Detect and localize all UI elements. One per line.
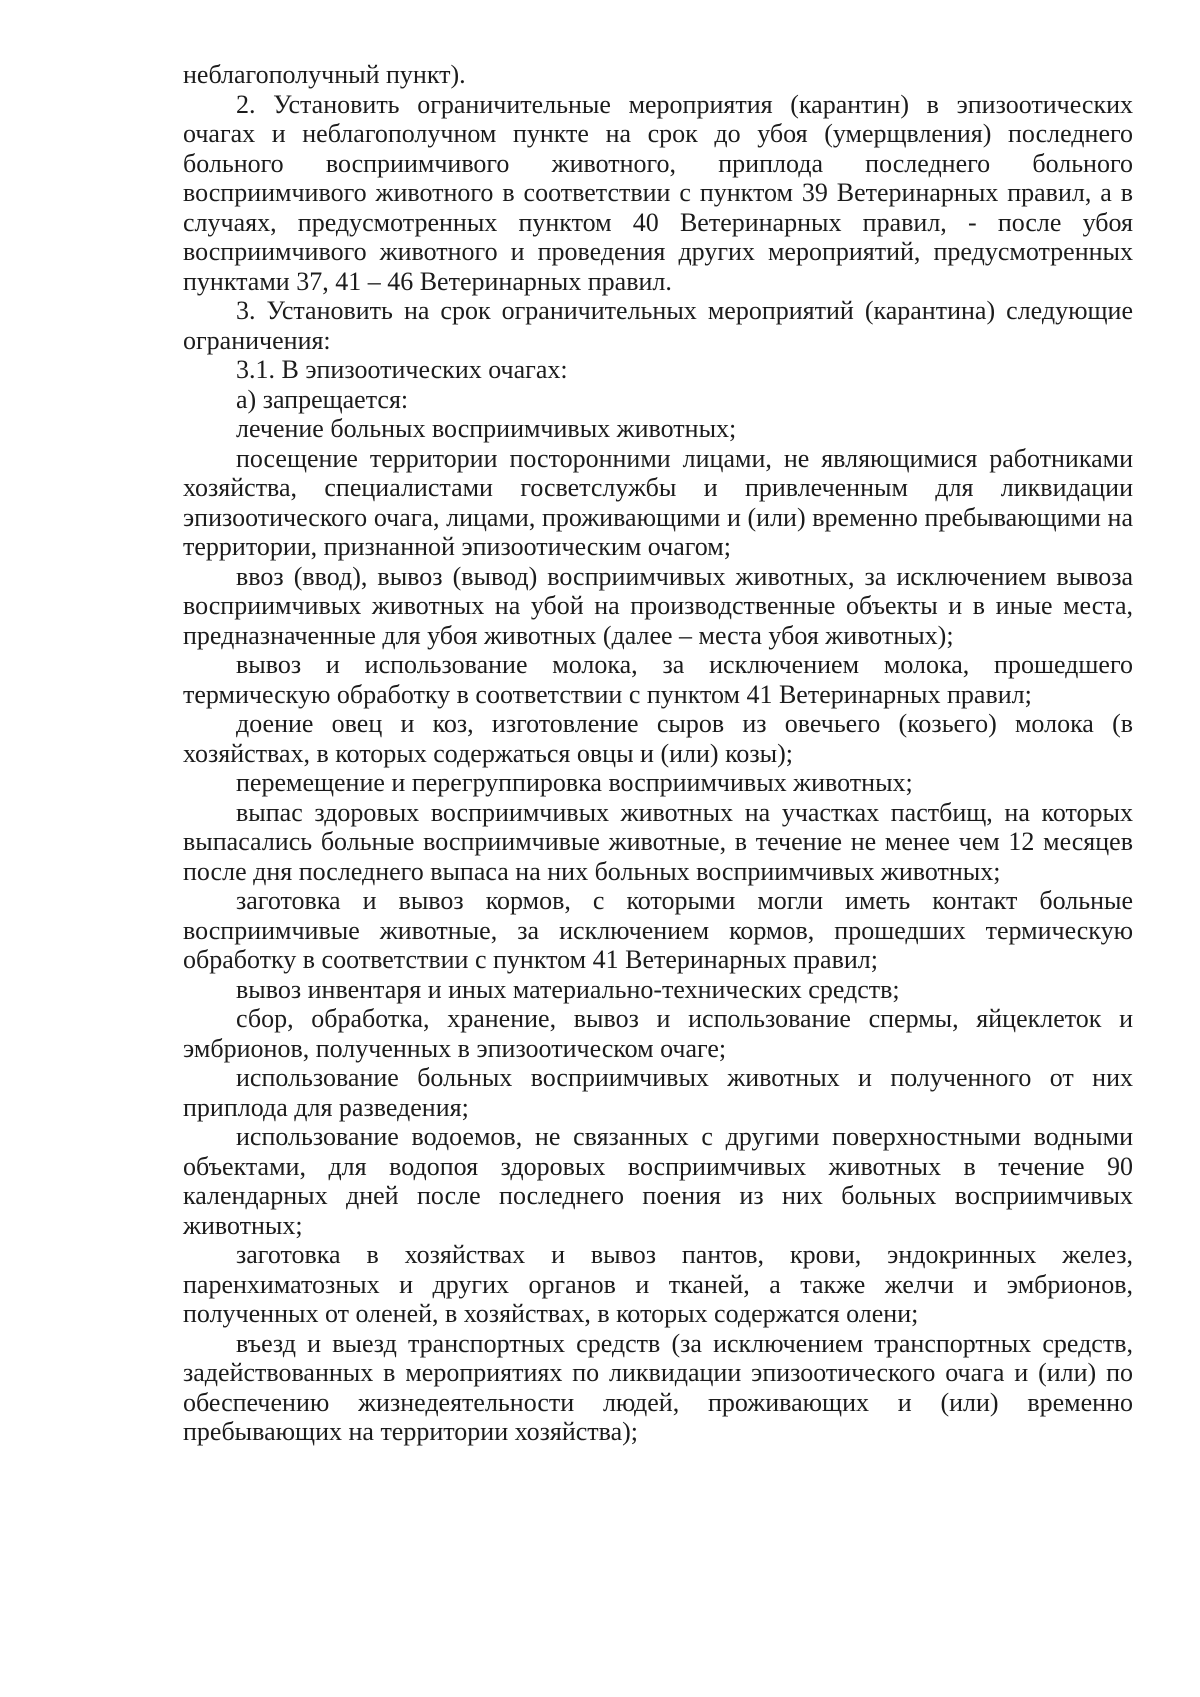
restriction-item: лечение больных восприимчивых животных; (236, 414, 737, 443)
restriction-item: заготовка в хозяйствах и вывоз пантов, крови, эндокринных желез, паренхиматозных и других органов и тканей, а также желчи и эмбрионов, полученных от оленей, в хозяйствах, в которых содержатся олени; (183, 1240, 1133, 1328)
paragraph-continuation: неблагополучный пункт). (183, 60, 466, 89)
paragraph-item-3-1: 3.1. В эпизоотических очагах: (236, 355, 568, 384)
restriction-item: вывоз и использование молока, за исключением молока, прошедшего термическую обработку в соответствии с пунктом 41 Ветеринарных правил; (183, 650, 1133, 709)
restriction-item: доение овец и коз, изготовление сыров из овечьего (козьего) молока (в хозяйствах, в которых содержаться овцы и (или) козы); (183, 709, 1133, 768)
restriction-item: использование больных восприимчивых животных и полученного от них приплода для разведения; (183, 1063, 1133, 1122)
restriction-item: выпас здоровых восприимчивых животных на участках пастбищ, на которых выпасались больные восприимчивые животные, в течение не менее чем 12 месяцев после дня последнего выпаса на них больных восприимчивых животных; (183, 797, 1133, 886)
restriction-item: въезд и выезд транспортных средств (за исключением транспортных средств, задействованных в мероприятиях по ликвидации эпизоотического очага и (или) по обеспечению жизнедеятельности людей, проживающих и (или) временно пребывающих на территории хозяйства); (183, 1328, 1133, 1446)
paragraph-item-2: 2. Установить ограничительные мероприятия (карантин) в эпизоотических очагах и неблагополучном пункте на срок до убоя (умерщвления) последнего больного восприимчивого животного, приплода последнего больного восприимчивого животного в соответствии с пунктом 39 Ветеринарных правил, а в случаях, предусмотренных пунктом 40 Ветеринарных правил, - после убоя восприимчивого животного и проведения других мероприятий, предусмотренных пунктами 37, 41 – 46 Ветеринарных правил. (183, 89, 1133, 296)
restriction-item: сбор, обработка, хранение, вывоз и использование спермы, яйцеклеток и эмбрионов, полученных в эпизоотическом очаге; (183, 1004, 1133, 1063)
document-page (183, 60, 1133, 1447)
paragraph-subitem-a: а) запрещается: (236, 384, 409, 414)
paragraph-item-3: 3. Установить на срок ограничительных мероприятий (карантина) следующие ограничения: (183, 296, 1133, 355)
restriction-item: перемещение и перегруппировка восприимчивых животных; (236, 768, 913, 797)
restriction-item: заготовка и вывоз кормов, с которыми могли иметь контакт больные восприимчивые животные, за исключением кормов, прошедших термическую обработку в соответствии с пунктом 41 Ветеринарных правил; (183, 886, 1133, 974)
restriction-item: использование водоемов, не связанных с другими поверхностными водными объектами, для водопоя здоровых восприимчивых животных в течение 90 календарных дней после последнего поения из них больных восприимчивых животных; (183, 1122, 1133, 1240)
restriction-item: посещение территории посторонними лицами, не являющимися работниками хозяйства, специалистами госветслужбы и привлеченным для ликвидации эпизоотического очага, лицами, проживающими и (или) временно пребывающими на территории, признанной эпизоотическим очагом; (183, 443, 1133, 561)
restriction-item: ввоз (ввод), вывоз (вывод) восприимчивых животных, за исключением вывоза восприимчивых животных на убой на производственные объекты и в иные места, предназначенные для убоя животных (далее – места убоя животных); (183, 561, 1133, 650)
restriction-item: вывоз инвентаря и иных материально-технических средств; (236, 974, 900, 1004)
